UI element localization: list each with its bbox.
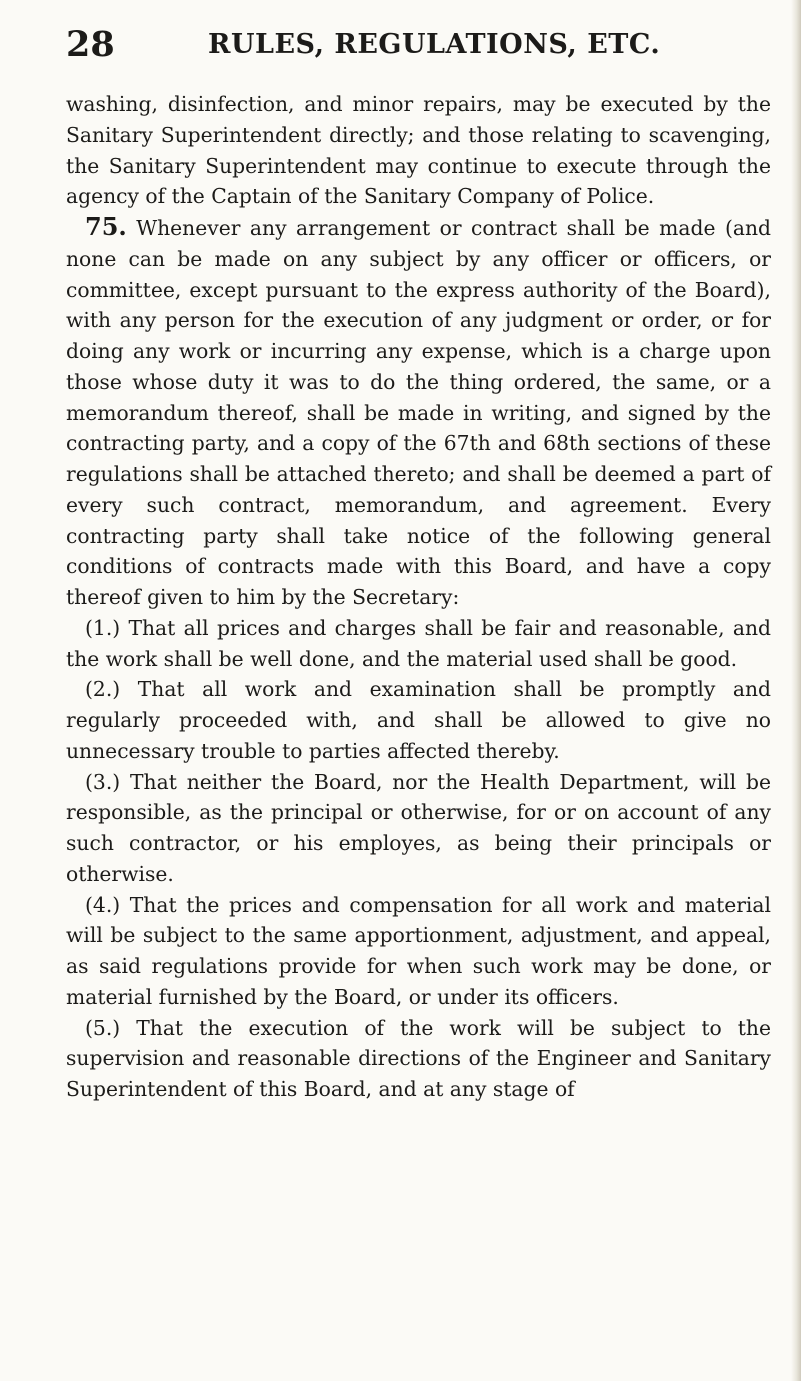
section-number: 75. bbox=[85, 212, 127, 241]
body-text bbox=[66, 89, 771, 1105]
condition-3: (3.) That neither the Board, nor the Health Department, will be responsible, as the principal or otherwise, for or on account of any such contractor, or his employes, as being their principals or otherwise. bbox=[66, 769, 771, 886]
paragraph-section-75 bbox=[66, 212, 771, 613]
condition-1: (1.) That all prices and charges shall be fair and reasonable, and the work shall be well done, and the material used shall be good. bbox=[66, 615, 771, 671]
page-number: 28 bbox=[66, 24, 115, 65]
section-75-text: Whenever any arrangement or contract shall be made (and none can be made on any subject by any officer or officers, or committee, except pursuant to the express authority of the Board), with any person for the execution of any judgment or order, or for doing any work or incurring any expense, which is a charge upon those whose duty it was to do the thing ordered, the same, or a memorandum thereof, shall be made in writing, and signed by the contracting party, and a copy of the 67th and 68th sections of these regulations shall be attached thereto; and shall be deemed a part of every such contract, memorandum, and agreement. Every contracting party shall take notice of the following general conditions of contracts made with this Board, and have a copy thereof given to him by the Secretary: bbox=[66, 216, 771, 609]
condition-2: (2.) That all work and examination shall be promptly and regularly proceeded with, and shall be allowed to give no unnecessary trouble to parties affected thereby. bbox=[66, 677, 771, 763]
condition-5: (5.) That the execution of the work will be subject to the supervision and reasonable directions of the Engineer and Sanitary Superintendent of this Board, and at any stage of bbox=[66, 1015, 771, 1101]
condition-4: (4.) That the prices and compensation for all work and material will be subject to the same apportionment, adjustment, and appeal, as said regulations provide for when such work may be done, or material furnished by the Board, or under its officers. bbox=[66, 892, 771, 1009]
page-header bbox=[66, 20, 771, 70]
paragraph-continuation: washing, disinfection, and minor repairs, may be executed by the Sanitary Superintendent directly; and those relating to scavenging, the Sanitary Superintendent may continue to execute through the agency of the Captain of the Sanitary Company of Police. bbox=[66, 92, 771, 209]
running-title: RULES, REGULATIONS, ETC. bbox=[208, 29, 661, 60]
page-edge-shadow bbox=[791, 0, 801, 1381]
